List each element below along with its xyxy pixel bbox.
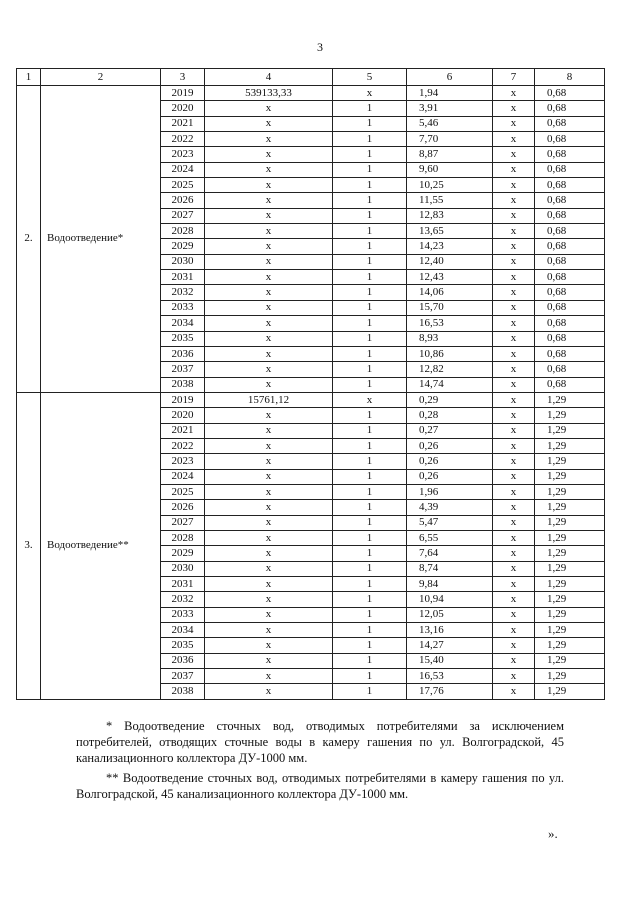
col7-cell: x: [493, 469, 535, 484]
col4-cell: x: [205, 224, 333, 239]
col5-cell: 1: [333, 208, 407, 223]
year-cell: 2032: [161, 592, 205, 607]
col8-cell: 0,68: [535, 377, 605, 392]
header-cell: 5: [333, 69, 407, 86]
col5-cell: 1: [333, 638, 407, 653]
col6-cell: 5,47: [407, 515, 493, 530]
year-cell: 2022: [161, 438, 205, 453]
col8-cell: 0,68: [535, 132, 605, 147]
col8-cell: 1,29: [535, 484, 605, 499]
year-cell: 2019: [161, 392, 205, 407]
header-cell: 1: [17, 69, 41, 86]
col7-cell: x: [493, 607, 535, 622]
col8-cell: 0,68: [535, 193, 605, 208]
col8-cell: 1,29: [535, 561, 605, 576]
col4-cell: x: [205, 530, 333, 545]
col7-cell: x: [493, 684, 535, 699]
section-number: 2.: [17, 86, 41, 393]
year-cell: 2032: [161, 285, 205, 300]
col6-cell: 11,55: [407, 193, 493, 208]
col7-cell: x: [493, 546, 535, 561]
col5-cell: 1: [333, 623, 407, 638]
col8-cell: 1,29: [535, 469, 605, 484]
col7-cell: x: [493, 101, 535, 116]
year-cell: 2029: [161, 239, 205, 254]
col4-cell: x: [205, 638, 333, 653]
section-name: Водоотведение*: [41, 86, 161, 393]
col7-cell: x: [493, 423, 535, 438]
col4-cell: x: [205, 438, 333, 453]
col5-cell: 1: [333, 423, 407, 438]
col7-cell: x: [493, 346, 535, 361]
col7-cell: x: [493, 454, 535, 469]
col5-cell: 1: [333, 300, 407, 315]
col6-cell: 16,53: [407, 316, 493, 331]
col6-cell: 14,74: [407, 377, 493, 392]
col6-cell: 14,06: [407, 285, 493, 300]
col4-cell: x: [205, 239, 333, 254]
col6-cell: 12,43: [407, 270, 493, 285]
col8-cell: 1,29: [535, 408, 605, 423]
col6-cell: 8,87: [407, 147, 493, 162]
col7-cell: x: [493, 484, 535, 499]
col4-cell: x: [205, 469, 333, 484]
col7-cell: x: [493, 178, 535, 193]
footnote-1: [76, 718, 564, 766]
col4-cell: x: [205, 607, 333, 622]
col5-cell: 1: [333, 500, 407, 515]
col4-cell: x: [205, 592, 333, 607]
col7-cell: x: [493, 285, 535, 300]
col4-cell: x: [205, 101, 333, 116]
col8-cell: 1,29: [535, 438, 605, 453]
col5-cell: 1: [333, 316, 407, 331]
col4-cell: x: [205, 270, 333, 285]
col7-cell: x: [493, 270, 535, 285]
col4-cell: x: [205, 684, 333, 699]
col5-cell: 1: [333, 285, 407, 300]
col5-cell: 1: [333, 132, 407, 147]
col6-cell: 0,29: [407, 392, 493, 407]
col8-cell: 1,29: [535, 392, 605, 407]
year-cell: 2037: [161, 669, 205, 684]
year-cell: 2022: [161, 132, 205, 147]
col5-cell: 1: [333, 530, 407, 545]
col8-cell: 0,68: [535, 300, 605, 315]
col8-cell: 0,68: [535, 346, 605, 361]
col8-cell: 0,68: [535, 270, 605, 285]
col7-cell: x: [493, 86, 535, 101]
year-cell: 2024: [161, 469, 205, 484]
col7-cell: x: [493, 530, 535, 545]
col7-cell: x: [493, 224, 535, 239]
col4-cell: x: [205, 669, 333, 684]
col6-cell: 7,70: [407, 132, 493, 147]
col5-cell: 1: [333, 592, 407, 607]
col5-cell: 1: [333, 193, 407, 208]
col4-cell: 539133,33: [205, 86, 333, 101]
col6-cell: 12,40: [407, 254, 493, 269]
header-cell: 2: [41, 69, 161, 86]
footnote-text: * Водоотведение сточных вод, отводимых потребителями за исключением потребителей, отводящих сточные воды в камеру гашения по ул. Волгоградской, 45 канализационного коллектора ДУ-1000 мм.: [76, 719, 564, 765]
col8-cell: 0,68: [535, 86, 605, 101]
year-cell: 2031: [161, 577, 205, 592]
col7-cell: x: [493, 331, 535, 346]
col5-cell: 1: [333, 454, 407, 469]
col4-cell: x: [205, 515, 333, 530]
col4-cell: x: [205, 546, 333, 561]
col4-cell: x: [205, 132, 333, 147]
col6-cell: 10,86: [407, 346, 493, 361]
year-cell: 2021: [161, 423, 205, 438]
col4-cell: x: [205, 577, 333, 592]
year-cell: 2038: [161, 684, 205, 699]
col8-cell: 0,68: [535, 362, 605, 377]
col5-cell: 1: [333, 147, 407, 162]
col8-cell: 0,68: [535, 224, 605, 239]
col8-cell: 1,29: [535, 653, 605, 668]
page-number: 3: [317, 40, 323, 54]
col8-cell: 0,68: [535, 147, 605, 162]
tariff-table: [16, 68, 605, 700]
col7-cell: x: [493, 132, 535, 147]
col6-cell: 14,23: [407, 239, 493, 254]
year-cell: 2034: [161, 623, 205, 638]
col7-cell: x: [493, 577, 535, 592]
col8-cell: 0,68: [535, 116, 605, 131]
col4-cell: x: [205, 331, 333, 346]
col4-cell: x: [205, 454, 333, 469]
col8-cell: 1,29: [535, 515, 605, 530]
col5-cell: 1: [333, 561, 407, 576]
year-cell: 2026: [161, 193, 205, 208]
col7-cell: x: [493, 377, 535, 392]
col7-cell: x: [493, 500, 535, 515]
col5-cell: x: [333, 86, 407, 101]
year-cell: 2035: [161, 638, 205, 653]
col7-cell: x: [493, 592, 535, 607]
col6-cell: 5,46: [407, 116, 493, 131]
col7-cell: x: [493, 116, 535, 131]
col7-cell: x: [493, 147, 535, 162]
year-cell: 2025: [161, 484, 205, 499]
col5-cell: 1: [333, 546, 407, 561]
col6-cell: 14,27: [407, 638, 493, 653]
year-cell: 2020: [161, 101, 205, 116]
col5-cell: 1: [333, 270, 407, 285]
table-row: [17, 392, 605, 407]
year-cell: 2027: [161, 515, 205, 530]
section-name: Водоотведение**: [41, 392, 161, 699]
col4-cell: x: [205, 300, 333, 315]
col6-cell: 15,40: [407, 653, 493, 668]
col4-cell: x: [205, 408, 333, 423]
col5-cell: 1: [333, 684, 407, 699]
col4-cell: x: [205, 346, 333, 361]
col8-cell: 0,68: [535, 239, 605, 254]
col6-cell: 13,65: [407, 224, 493, 239]
col7-cell: x: [493, 362, 535, 377]
col8-cell: 1,29: [535, 530, 605, 545]
year-cell: 2031: [161, 270, 205, 285]
col5-cell: 1: [333, 408, 407, 423]
year-cell: 2021: [161, 116, 205, 131]
col6-cell: 13,16: [407, 623, 493, 638]
col4-cell: 15761,12: [205, 392, 333, 407]
col4-cell: x: [205, 254, 333, 269]
col7-cell: x: [493, 515, 535, 530]
col7-cell: x: [493, 193, 535, 208]
col8-cell: 1,29: [535, 638, 605, 653]
col6-cell: 6,55: [407, 530, 493, 545]
col6-cell: 3,91: [407, 101, 493, 116]
col8-cell: 0,68: [535, 101, 605, 116]
col6-cell: 7,64: [407, 546, 493, 561]
year-cell: 2019: [161, 86, 205, 101]
col7-cell: x: [493, 623, 535, 638]
col6-cell: 10,94: [407, 592, 493, 607]
year-cell: 2027: [161, 208, 205, 223]
header-row: [17, 69, 605, 86]
col6-cell: 9,84: [407, 577, 493, 592]
col6-cell: 0,27: [407, 423, 493, 438]
header-cell: 8: [535, 69, 605, 86]
col4-cell: x: [205, 193, 333, 208]
col6-cell: 12,82: [407, 362, 493, 377]
col5-cell: 1: [333, 346, 407, 361]
col8-cell: 1,29: [535, 454, 605, 469]
col4-cell: x: [205, 653, 333, 668]
col7-cell: x: [493, 239, 535, 254]
col8-cell: 0,68: [535, 331, 605, 346]
col7-cell: x: [493, 316, 535, 331]
col5-cell: 1: [333, 331, 407, 346]
col5-cell: 1: [333, 469, 407, 484]
header-cell: 3: [161, 69, 205, 86]
col6-cell: 16,53: [407, 669, 493, 684]
col6-cell: 0,26: [407, 438, 493, 453]
col7-cell: x: [493, 162, 535, 177]
col4-cell: x: [205, 423, 333, 438]
col7-cell: x: [493, 669, 535, 684]
header-cell: 6: [407, 69, 493, 86]
year-cell: 2023: [161, 147, 205, 162]
col5-cell: 1: [333, 607, 407, 622]
col7-cell: x: [493, 638, 535, 653]
year-cell: 2028: [161, 224, 205, 239]
col6-cell: 12,05: [407, 607, 493, 622]
col4-cell: x: [205, 623, 333, 638]
col8-cell: 1,29: [535, 500, 605, 515]
section-number: 3.: [17, 392, 41, 699]
col6-cell: 17,76: [407, 684, 493, 699]
col5-cell: 1: [333, 162, 407, 177]
col5-cell: 1: [333, 653, 407, 668]
table-body: [17, 69, 605, 700]
col5-cell: 1: [333, 577, 407, 592]
col5-cell: 1: [333, 101, 407, 116]
col7-cell: x: [493, 392, 535, 407]
year-cell: 2024: [161, 162, 205, 177]
year-cell: 2036: [161, 653, 205, 668]
col6-cell: 0,26: [407, 454, 493, 469]
year-cell: 2025: [161, 178, 205, 193]
col7-cell: x: [493, 408, 535, 423]
col4-cell: x: [205, 484, 333, 499]
year-cell: 2023: [161, 454, 205, 469]
header-cell: 7: [493, 69, 535, 86]
col7-cell: x: [493, 438, 535, 453]
col8-cell: 1,29: [535, 592, 605, 607]
col5-cell: 1: [333, 116, 407, 131]
year-cell: 2036: [161, 346, 205, 361]
col7-cell: x: [493, 300, 535, 315]
col6-cell: 9,60: [407, 162, 493, 177]
col6-cell: 12,83: [407, 208, 493, 223]
year-cell: 2029: [161, 546, 205, 561]
year-cell: 2028: [161, 530, 205, 545]
col8-cell: 0,68: [535, 316, 605, 331]
closing-mark: ».: [548, 826, 558, 841]
col8-cell: 0,68: [535, 162, 605, 177]
col7-cell: x: [493, 561, 535, 576]
col5-cell: 1: [333, 515, 407, 530]
footnote-2: [76, 770, 564, 802]
col5-cell: 1: [333, 254, 407, 269]
year-cell: 2020: [161, 408, 205, 423]
col5-cell: 1: [333, 178, 407, 193]
col5-cell: 1: [333, 239, 407, 254]
year-cell: 2033: [161, 607, 205, 622]
col7-cell: x: [493, 208, 535, 223]
col6-cell: 15,70: [407, 300, 493, 315]
col7-cell: x: [493, 254, 535, 269]
col4-cell: x: [205, 208, 333, 223]
col4-cell: x: [205, 285, 333, 300]
col8-cell: 1,29: [535, 623, 605, 638]
footnote-text: ** Водоотведение сточных вод, отводимых потребителями в камеру гашения по ул. Волгоградской, 45 канализационного коллектора ДУ-1000 мм.: [76, 771, 564, 801]
col4-cell: x: [205, 316, 333, 331]
col5-cell: 1: [333, 377, 407, 392]
year-cell: 2030: [161, 561, 205, 576]
col6-cell: 0,28: [407, 408, 493, 423]
col4-cell: x: [205, 362, 333, 377]
col5-cell: 1: [333, 669, 407, 684]
col4-cell: x: [205, 162, 333, 177]
col7-cell: x: [493, 653, 535, 668]
col5-cell: 1: [333, 484, 407, 499]
col6-cell: 0,26: [407, 469, 493, 484]
col4-cell: x: [205, 178, 333, 193]
year-cell: 2026: [161, 500, 205, 515]
year-cell: 2030: [161, 254, 205, 269]
col8-cell: 1,29: [535, 669, 605, 684]
year-cell: 2034: [161, 316, 205, 331]
col6-cell: 1,96: [407, 484, 493, 499]
col5-cell: 1: [333, 438, 407, 453]
col8-cell: 1,29: [535, 607, 605, 622]
col6-cell: 1,94: [407, 86, 493, 101]
year-cell: 2037: [161, 362, 205, 377]
year-cell: 2033: [161, 300, 205, 315]
col6-cell: 8,93: [407, 331, 493, 346]
col8-cell: 0,68: [535, 285, 605, 300]
col6-cell: 8,74: [407, 561, 493, 576]
col4-cell: x: [205, 377, 333, 392]
year-cell: 2035: [161, 331, 205, 346]
col4-cell: x: [205, 561, 333, 576]
col4-cell: x: [205, 500, 333, 515]
col4-cell: x: [205, 147, 333, 162]
col6-cell: 10,25: [407, 178, 493, 193]
col6-cell: 4,39: [407, 500, 493, 515]
col5-cell: 1: [333, 224, 407, 239]
col8-cell: 0,68: [535, 254, 605, 269]
col8-cell: 1,29: [535, 423, 605, 438]
col5-cell: x: [333, 392, 407, 407]
col8-cell: 1,29: [535, 684, 605, 699]
col8-cell: 1,29: [535, 577, 605, 592]
table-row: [17, 86, 605, 101]
header-cell: 4: [205, 69, 333, 86]
col8-cell: 0,68: [535, 208, 605, 223]
year-cell: 2038: [161, 377, 205, 392]
col8-cell: 1,29: [535, 546, 605, 561]
col8-cell: 0,68: [535, 178, 605, 193]
col4-cell: x: [205, 116, 333, 131]
col5-cell: 1: [333, 362, 407, 377]
